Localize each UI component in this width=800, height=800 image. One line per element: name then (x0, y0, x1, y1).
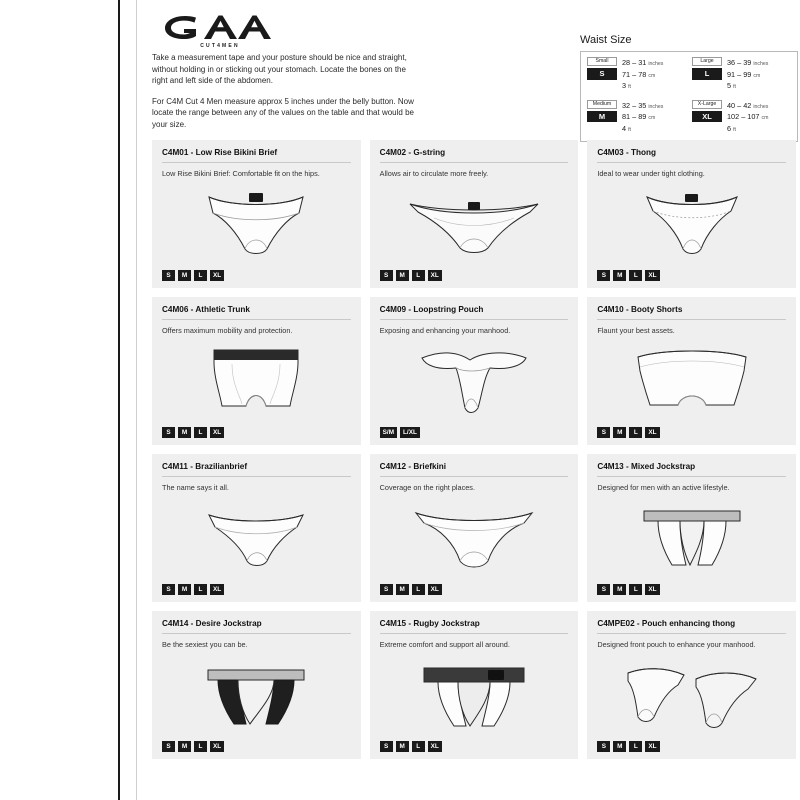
waist-row-medium (587, 100, 686, 136)
waist-ft: 4 (622, 123, 627, 133)
size-chip[interactable]: XL (645, 584, 659, 595)
size-chip[interactable]: S (162, 584, 175, 595)
product-description: Extreme comfort and support all around. (379, 640, 510, 649)
size-chips (162, 270, 224, 281)
waist-inches-unit: inches (648, 61, 664, 67)
product-title: C4M11 - Brazilianbrief (162, 462, 351, 477)
product-card[interactable] (370, 297, 579, 445)
product-illustration-brazilian-brief (152, 500, 361, 578)
waist-ft: 5 (727, 81, 732, 90)
intro-paragraph-2: For C4M Cut 4 Men measure approx 5 inches under the belly button. Now locate the range between any of the values on the table and that would be your size. (152, 96, 414, 129)
content-area (152, 0, 800, 800)
product-card[interactable] (587, 454, 796, 602)
size-chip[interactable]: S (380, 270, 393, 281)
size-chips (597, 584, 659, 595)
size-chips (597, 270, 659, 281)
waist-size-letter: S (587, 68, 617, 80)
product-card[interactable] (587, 140, 796, 288)
size-chip[interactable]: S (597, 427, 610, 438)
size-chip[interactable]: S (597, 270, 610, 281)
size-chip[interactable]: L (629, 741, 642, 752)
size-chips (380, 270, 442, 281)
product-card[interactable] (152, 140, 361, 288)
size-chip[interactable]: M (396, 741, 409, 752)
waist-ft-unit: ft (628, 84, 631, 90)
waist-size-name: Medium (587, 100, 617, 109)
product-title: C4M01 - Low Rise Bikini Brief (162, 148, 351, 163)
product-title: C4M14 - Desire Jockstrap (162, 619, 351, 634)
waist-size-table (580, 34, 798, 142)
waist-column-right (692, 57, 791, 135)
product-title: C4M13 - Mixed Jockstrap (597, 462, 786, 477)
header (152, 0, 800, 138)
size-chip[interactable]: L (194, 584, 207, 595)
product-card[interactable] (152, 297, 361, 445)
size-chip[interactable]: L (629, 270, 642, 281)
size-chip[interactable]: XL (645, 270, 659, 281)
waist-size-name: Large (692, 57, 722, 66)
waist-row-small (587, 57, 686, 93)
product-illustration-mixed-jockstrap (587, 500, 796, 578)
product-card[interactable] (370, 611, 579, 759)
size-chips (162, 584, 224, 595)
waist-cm: 81 – 89 (622, 112, 647, 121)
waist-size-letter: L (692, 68, 722, 80)
size-chip[interactable]: L (412, 270, 425, 281)
size-chip[interactable]: L (194, 270, 207, 281)
waist-cm: 102 – 107 (727, 112, 760, 121)
size-chip[interactable]: XL (210, 741, 224, 752)
product-title: C4M06 - Athletic Trunk (162, 305, 351, 320)
size-chip[interactable]: XL (428, 584, 442, 595)
size-chips (380, 741, 442, 752)
size-chip[interactable]: M (613, 427, 626, 438)
size-chip[interactable]: XL (210, 427, 224, 438)
product-description: The name says it all. (162, 483, 229, 492)
size-chips (380, 427, 420, 438)
size-chip[interactable]: M (178, 270, 191, 281)
product-title: C4M12 - Briefkini (380, 462, 569, 477)
product-illustration-loopstring-pouch (370, 343, 579, 421)
size-chip[interactable]: XL (428, 741, 442, 752)
waist-size-name: X-Large (692, 100, 722, 109)
waist-cm-unit: cm (648, 115, 656, 121)
size-chips (380, 584, 442, 595)
size-chip[interactable]: XL (645, 427, 659, 438)
size-chip[interactable]: L (412, 741, 425, 752)
waist-cm-unit: cm (753, 72, 761, 79)
size-chips (597, 427, 659, 438)
waist-inches-unit: inches (753, 103, 769, 110)
product-title: C4M03 - Thong (597, 148, 786, 163)
product-description: Ideal to wear under tight clothing. (597, 169, 705, 178)
product-description: Coverage on the right places. (379, 483, 475, 492)
waist-inches: 28 – 31 (622, 58, 647, 67)
size-chip[interactable]: L (194, 427, 207, 438)
waist-size-title: Waist Size (580, 34, 632, 46)
waist-ft-unit: ft (628, 126, 631, 133)
waist-cm-unit: cm (648, 72, 656, 79)
size-chip[interactable]: M (613, 741, 626, 752)
waist-cm-unit: cm (761, 115, 769, 121)
size-chip[interactable]: XL (645, 741, 659, 752)
product-description: Offers maximum mobility and protection. (162, 326, 293, 335)
size-chip[interactable]: S (380, 741, 393, 752)
waist-inches: 36 – 39 (727, 58, 752, 67)
size-chip[interactable]: M (613, 584, 626, 595)
product-card[interactable] (587, 297, 796, 445)
size-chip[interactable]: S (162, 741, 175, 752)
waist-row-xlarge (692, 100, 791, 136)
size-chip[interactable]: XL (210, 584, 224, 595)
brand-tagline: CUT4MEN (200, 43, 240, 49)
waist-inches-unit: inches (753, 61, 769, 67)
waist-cm: 91 – 99 (727, 69, 752, 79)
waist-cm: 71 – 78 (622, 69, 647, 79)
size-chip[interactable]: S (162, 427, 175, 438)
size-chip[interactable]: M (396, 584, 409, 595)
size-chip[interactable]: M (396, 270, 409, 281)
product-description: Allows air to circulate more freely. (379, 169, 489, 178)
product-card[interactable] (370, 140, 579, 288)
waist-inches: 32 – 35 (622, 100, 647, 110)
size-chip[interactable]: L/XL (400, 427, 420, 438)
size-chip[interactable]: S (380, 584, 393, 595)
waist-size-letter: XL (692, 111, 722, 123)
product-description: Designed front pouch to enhance your manhood. (597, 640, 756, 649)
product-grid (152, 140, 800, 759)
product-illustration-bikini-brief (152, 186, 361, 264)
size-chip[interactable]: S (597, 584, 610, 595)
product-illustration-desire-jockstrap (152, 657, 361, 735)
product-card[interactable] (152, 454, 361, 602)
size-chip[interactable]: M (178, 427, 191, 438)
product-card[interactable] (587, 611, 796, 759)
product-illustration-rugby-jockstrap (370, 657, 579, 735)
product-description: Designed for men with an active lifestyle. (597, 483, 730, 492)
brand-logo (160, 12, 280, 49)
size-chip[interactable]: XL (428, 270, 442, 281)
intro-paragraph-1: Take a measurement tape and your posture should be nice and straight, without holding in or sticking out your stomach. Locate the bones on the right and left side of the abdomen. (152, 53, 407, 85)
product-title: C4M15 - Rugby Jockstrap (380, 619, 569, 634)
product-illustration-booty-shorts (587, 343, 796, 421)
product-card[interactable] (370, 454, 579, 602)
intro-text (152, 52, 414, 139)
product-illustration-pouch-enhancing-thong (587, 657, 796, 735)
product-title: C4M10 - Booty Shorts (597, 305, 786, 320)
logo-icon (160, 12, 280, 42)
waist-row-large (692, 57, 791, 93)
size-chips (162, 741, 224, 752)
waist-size-name: Small (587, 57, 617, 66)
product-title: C4M09 - Loopstring Pouch (380, 305, 569, 320)
waist-ft-unit: ft (733, 126, 736, 133)
size-chip[interactable]: L (629, 584, 642, 595)
size-chip[interactable]: M (178, 741, 191, 752)
product-title: C4MPE02 - Pouch enhancing thong (597, 619, 786, 634)
product-description: Be the sexiest you can be. (162, 640, 248, 649)
waist-ft: 3 (622, 81, 627, 90)
size-chip[interactable]: M (178, 584, 191, 595)
left-rule-thick (118, 0, 120, 800)
left-rule-thin (136, 0, 137, 800)
size-chips (597, 741, 659, 752)
waist-inches: 40 – 42 (727, 100, 752, 110)
size-chip[interactable]: L (194, 741, 207, 752)
size-chip[interactable]: M (613, 270, 626, 281)
product-illustration-thong (587, 186, 796, 264)
size-chip[interactable]: XL (210, 270, 224, 281)
size-chip[interactable]: S (597, 741, 610, 752)
waist-ft-unit: ft (733, 84, 736, 90)
product-illustration-athletic-trunk (152, 343, 361, 421)
product-description: Low Rise Bikini Brief: Comfortable fit on the hips. (162, 169, 320, 178)
size-chip[interactable]: L (629, 427, 642, 438)
size-chips (162, 427, 224, 438)
product-card[interactable] (152, 611, 361, 759)
waist-inches-unit: inches (648, 103, 664, 110)
product-description: Flaunt your best assets. (597, 326, 675, 335)
waist-column-left (587, 57, 686, 135)
product-description: Exposing and enhancing your manhood. (379, 326, 511, 335)
product-title: C4M02 - G-string (380, 148, 569, 163)
waist-ft: 6 (727, 123, 732, 133)
waist-size-letter: M (587, 111, 617, 123)
product-illustration-g-string (370, 186, 579, 264)
size-chip[interactable]: S (162, 270, 175, 281)
size-chip[interactable]: L (412, 584, 425, 595)
size-chip[interactable]: S/M (380, 427, 397, 438)
product-illustration-briefkini (370, 500, 579, 578)
